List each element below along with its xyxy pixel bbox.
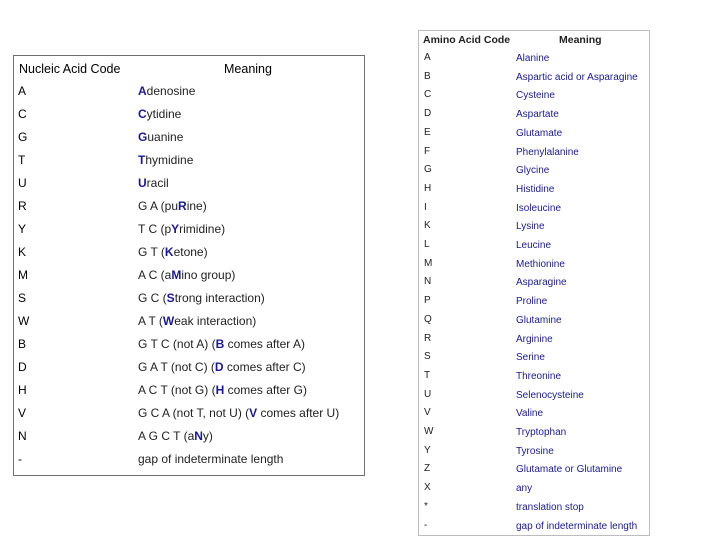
nucleic-meaning-text: comes after U) [257, 406, 340, 420]
amino-row [419, 107, 649, 126]
nucleic-code: R [18, 199, 27, 213]
nucleic-meaning [138, 245, 208, 259]
amino-row [419, 294, 649, 313]
nucleic-row [14, 172, 364, 195]
nucleic-row [14, 126, 364, 149]
nucleic-meaning-text: trong interaction) [174, 291, 265, 305]
amino-code: - [424, 519, 428, 531]
amino-code: E [424, 126, 431, 138]
amino-row [419, 350, 649, 369]
nucleic-meaning [138, 360, 306, 374]
nucleic-code: C [18, 107, 27, 121]
amino-meaning: Glutamine [516, 314, 562, 326]
nucleic-row [14, 356, 364, 379]
nucleic-meaning-key-letter: M [171, 268, 182, 282]
nucleic-meaning-text: A C (a [138, 268, 172, 282]
nucleic-meaning-text: G T ( [138, 245, 165, 259]
amino-meaning: Proline [516, 296, 548, 308]
amino-meaning: Tryptophan [516, 427, 567, 438]
amino-meaning: Arginine [516, 333, 553, 345]
amino-code: U [424, 388, 432, 400]
nucleic-meaning-text: T C (p [138, 222, 172, 236]
nucleic-row [14, 310, 364, 333]
amino-code: N [424, 276, 432, 288]
amino-row [419, 257, 649, 276]
nucleic-meaning [138, 153, 193, 167]
nucleic-meaning-text: A T ( [138, 314, 163, 328]
amino-meaning: any [516, 483, 533, 495]
amino-code: A [424, 52, 431, 63]
nucleic-code: G [18, 130, 28, 144]
amino-row [419, 481, 649, 500]
nucleic-meaning-text: ytidine [146, 107, 182, 121]
amino-meaning: Asparagine [516, 277, 567, 289]
amino-row [419, 163, 649, 182]
amino-code: X [424, 482, 431, 494]
amino-row [419, 500, 649, 519]
nucleic-code: - [18, 452, 22, 466]
nucleic-meaning [138, 291, 265, 305]
nucleic-meaning-text: racil [146, 176, 169, 190]
amino-row [419, 219, 649, 238]
amino-meaning: Threonine [516, 370, 562, 382]
amino-meaning: Cysteine [516, 90, 555, 102]
nucleic-meaning [138, 268, 235, 282]
nucleic-meaning-key-letter: T [138, 153, 146, 167]
nucleic-meaning-key-letter: D [214, 360, 224, 374]
nucleic-meaning-text: comes after C) [223, 360, 306, 374]
nucleic-code: K [18, 245, 27, 259]
nucleic-meaning-key-letter: A [138, 84, 147, 98]
nucleic-meaning-text: uanine [147, 130, 184, 144]
amino-meaning: Selenocysteine [516, 389, 584, 401]
nucleic-row [14, 80, 364, 103]
amino-header-meaning: Meaning [559, 34, 602, 46]
nucleic-meaning-key-letter: K [164, 245, 174, 259]
amino-row [419, 388, 649, 407]
nucleic-meaning-text: ine) [186, 199, 207, 213]
amino-row [419, 332, 649, 351]
nucleic-meaning-key-letter: C [138, 107, 147, 121]
nucleic-meaning-text: etone) [173, 245, 208, 259]
amino-code: D [424, 108, 432, 120]
amino-meaning: Histidine [516, 183, 555, 195]
nucleic-code: T [18, 153, 26, 167]
amino-row [419, 313, 649, 332]
amino-code: W [424, 426, 434, 437]
amino-row [419, 201, 649, 220]
nucleic-meaning [138, 176, 169, 190]
nucleic-code: W [18, 314, 30, 328]
amino-row [419, 406, 649, 425]
amino-meaning: Methionine [516, 258, 565, 270]
nucleic-meaning-key-letter: Y [171, 222, 180, 236]
amino-meaning: Lysine [516, 221, 545, 233]
nucleic-meaning [138, 199, 207, 213]
amino-meaning: Valine [516, 408, 544, 420]
amino-code: G [424, 164, 432, 176]
nucleic-meaning-key-letter: R [178, 199, 187, 213]
nucleic-meaning-text: hymidine [145, 153, 194, 167]
nucleic-meaning-text: G T C (not A) ( [138, 337, 216, 351]
nucleic-meaning-key-letter: S [166, 291, 175, 305]
nucleic-row [14, 402, 364, 425]
nucleic-row [14, 448, 364, 471]
amino-row [419, 126, 649, 145]
nucleic-acid-table [13, 55, 365, 476]
nucleic-meaning [138, 222, 225, 236]
nucleic-row [14, 287, 364, 310]
nucleic-meaning-key-letter: V [249, 406, 258, 420]
nucleic-meaning-text: G C A (not T, not U) ( [138, 406, 250, 420]
nucleic-row [14, 264, 364, 287]
nucleic-meaning-text: y) [202, 429, 213, 443]
nucleic-meaning [138, 130, 183, 144]
nucleic-code: H [18, 383, 27, 397]
nucleic-meaning [138, 383, 307, 397]
amino-meaning: Alanine [516, 53, 550, 64]
amino-meaning: Glutamate or Glutamine [516, 464, 623, 476]
amino-row [419, 275, 649, 294]
amino-row [419, 444, 649, 463]
amino-code: T [424, 369, 431, 381]
nucleic-code: N [18, 429, 27, 443]
amino-meaning: translation stop [516, 501, 584, 513]
amino-meaning: Glycine [516, 165, 550, 177]
nucleic-meaning-text: denosine [146, 84, 196, 98]
nucleic-row [14, 425, 364, 448]
nucleic-code: B [18, 337, 27, 351]
amino-code: M [424, 257, 433, 269]
nucleic-meaning [138, 84, 195, 98]
amino-meaning: Serine [516, 352, 545, 364]
nucleic-code: U [18, 176, 27, 190]
nucleic-row [14, 218, 364, 241]
nucleic-code: S [18, 291, 27, 305]
nucleic-header-meaning: Meaning [224, 62, 272, 76]
amino-code: Q [424, 313, 432, 325]
amino-meaning: Aspartate [516, 109, 559, 121]
nucleic-meaning [138, 107, 181, 121]
nucleic-meaning-key-letter: U [138, 176, 147, 190]
nucleic-meaning-text: gap of indeterminate length [138, 452, 284, 466]
amino-row [419, 145, 649, 164]
amino-code: I [424, 201, 427, 213]
nucleic-meaning-key-letter: N [194, 429, 203, 443]
amino-code: P [424, 295, 431, 307]
nucleic-row [14, 379, 364, 402]
amino-row [419, 70, 649, 89]
amino-code: Y [424, 444, 431, 456]
nucleic-meaning-text: ino group) [181, 268, 236, 282]
nucleic-code: D [18, 360, 27, 374]
amino-code: C [424, 89, 432, 101]
amino-meaning: gap of indeterminate length [516, 520, 638, 532]
nucleic-meaning [138, 337, 305, 351]
nucleic-row [14, 241, 364, 264]
nucleic-meaning [138, 314, 256, 328]
amino-code: * [424, 500, 428, 512]
nucleic-meaning-text: eak interaction) [174, 314, 257, 328]
nucleic-meaning-text: G A (pu [138, 199, 179, 213]
amino-code: H [424, 182, 432, 194]
nucleic-meaning-key-letter: G [138, 130, 148, 144]
amino-meaning: Glutamate [516, 127, 563, 139]
amino-row [419, 51, 649, 70]
amino-code: K [424, 220, 431, 232]
amino-row [419, 88, 649, 107]
amino-acid-table [418, 30, 650, 536]
amino-meaning: Phenylalanine [516, 146, 579, 158]
nucleic-row [14, 195, 364, 218]
nucleic-meaning [138, 406, 339, 420]
amino-code: S [424, 351, 431, 363]
nucleic-meaning-text: comes after G) [224, 383, 307, 397]
nucleic-code: Y [18, 222, 27, 236]
nucleic-meaning-key-letter: H [215, 383, 225, 397]
nucleic-meaning [138, 429, 213, 443]
amino-header-code: Amino Acid Code [423, 34, 511, 46]
nucleic-meaning-text: A C T (not G) ( [138, 383, 216, 397]
amino-code: F [424, 145, 431, 157]
amino-meaning: Tyrosine [516, 445, 554, 457]
amino-code: B [424, 70, 431, 82]
nucleic-meaning-text: comes after A) [224, 337, 305, 351]
nucleic-code: V [18, 406, 27, 420]
amino-meaning: Isoleucine [516, 202, 562, 214]
amino-code: V [424, 407, 431, 419]
amino-meaning: Aspartic acid or Asparagine [516, 71, 638, 83]
amino-row [419, 462, 649, 481]
amino-row [419, 369, 649, 388]
nucleic-code: M [18, 268, 28, 282]
nucleic-meaning-text: G A T (not C) ( [138, 360, 215, 374]
amino-code: Z [424, 463, 431, 475]
nucleic-meaning-text: G C ( [138, 291, 167, 305]
nucleic-row [14, 103, 364, 126]
nucleic-meaning-key-letter: B [215, 337, 225, 351]
nucleic-code: A [18, 84, 27, 98]
nucleic-row [14, 149, 364, 172]
amino-meaning: Leucine [516, 240, 552, 251]
nucleic-meaning-key-letter: W [162, 314, 175, 328]
nucleic-meaning-text: A G C T (a [138, 429, 195, 443]
amino-row [419, 182, 649, 201]
nucleic-meaning [138, 452, 283, 466]
nucleic-meaning-text: rimidine) [179, 222, 226, 236]
nucleic-row [14, 333, 364, 356]
amino-code: R [424, 332, 432, 344]
amino-row [419, 238, 649, 257]
nucleic-header-code: Nucleic Acid Code [19, 62, 121, 76]
amino-code: L [424, 239, 430, 250]
amino-row [419, 425, 649, 444]
amino-row [419, 519, 649, 538]
